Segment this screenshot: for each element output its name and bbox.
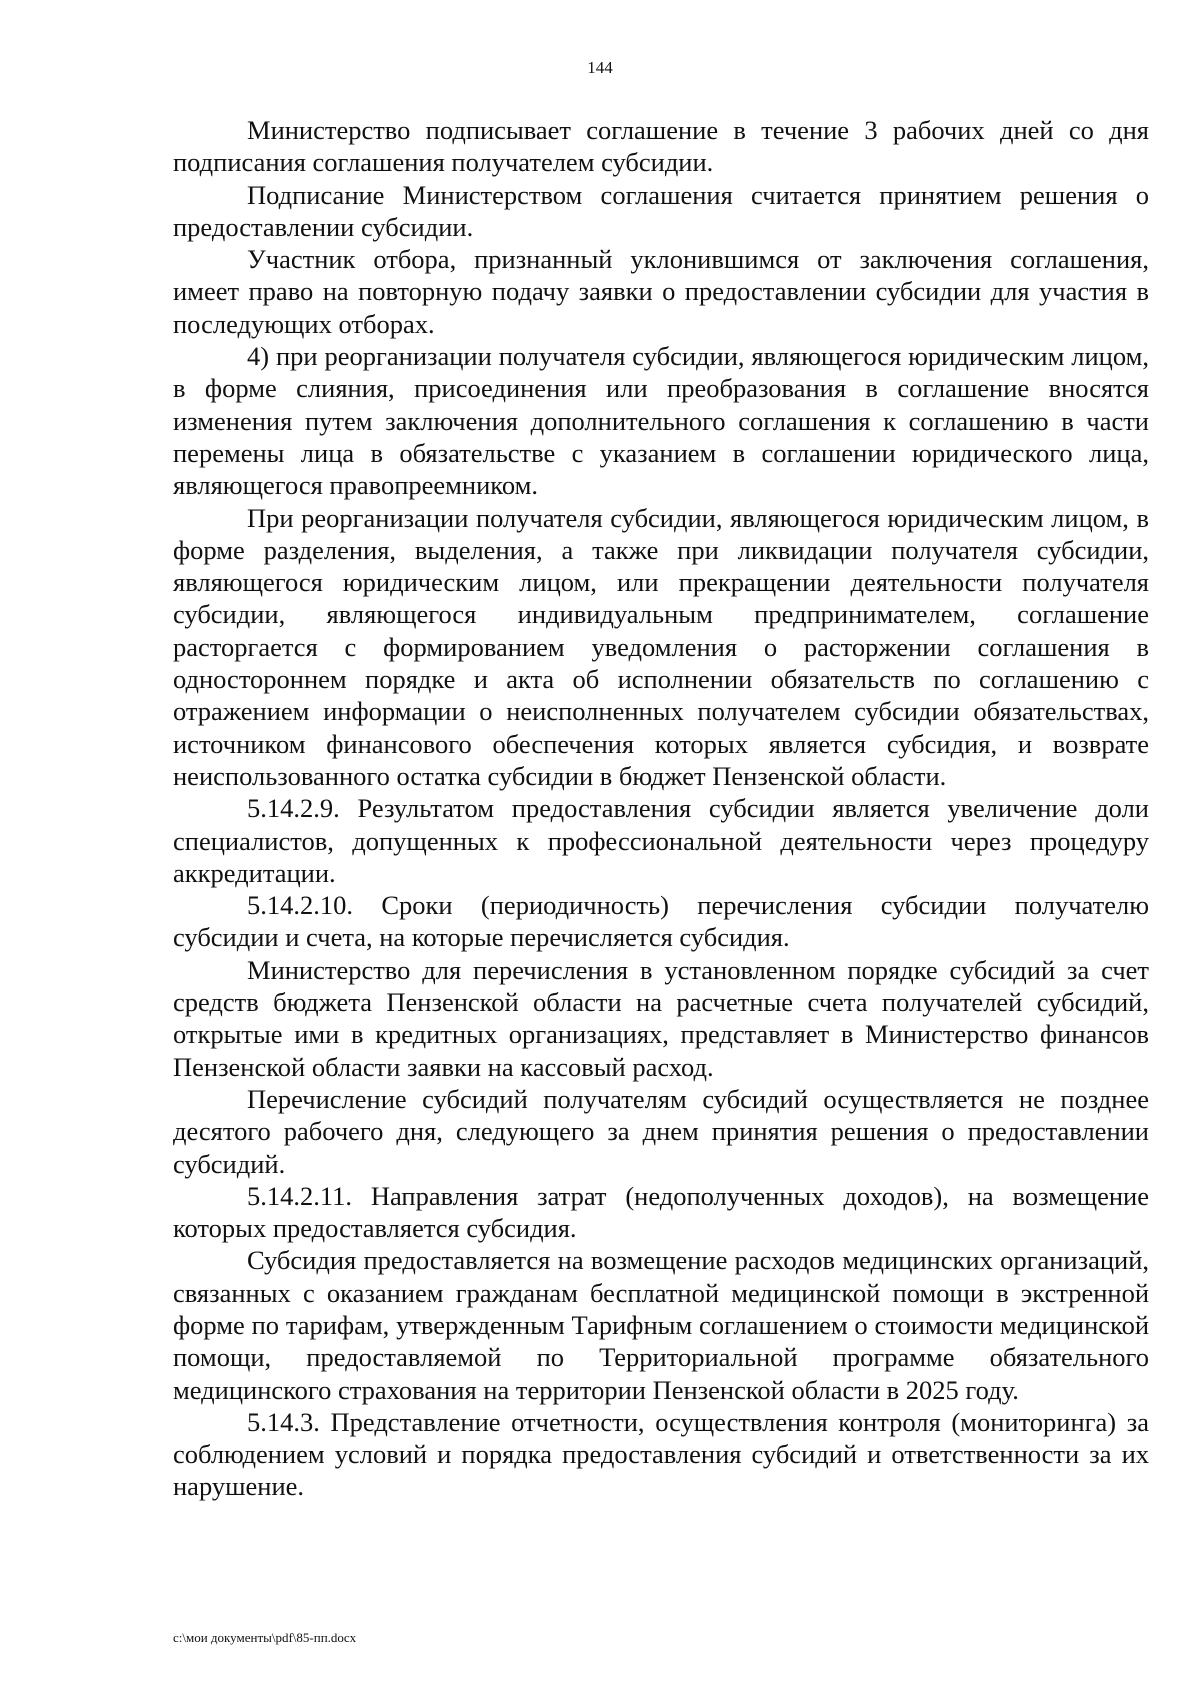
paragraph: 5.14.2.11. Направления затрат (недополученных доходов), на возмещение которых предоставляется субсидия.: [173, 1180, 1149, 1244]
paragraph: Перечисление субсидий получателям субсидий осуществляется не позднее десятого рабочего дня, следующего за днем принятия решения о предоставлении субсидий.: [173, 1083, 1149, 1179]
page-number: 144: [587, 58, 613, 77]
paragraph: Участник отбора, признанный уклонившимся от заключения соглашения, имеет право на повторную подачу заявки о предоставлении субсидии для участия в последующих отборах.: [173, 244, 1149, 339]
paragraph: 4) при реорганизации получателя субсидии, являющегося юридическим лицом, в форме слияния, присоединения или преобразования в соглашение вносятся изменения путем заключения дополнительного соглашения к соглашению в части перемены лица в обязательстве с указанием в соглашении юридического лица, являющегося правопреемником.: [173, 341, 1149, 501]
paragraph: 5.14.2.10. Сроки (периодичность) перечисления субсидии получателю субсидии и счета, на которые перечисляется субсидия.: [173, 890, 1149, 953]
document-body: [173, 114, 1149, 1503]
paragraph: 5.14.2.9. Результатом предоставления субсидии является увеличение доли специалистов, допущенных к профессиональной деятельности через процедуру аккредитации.: [173, 793, 1149, 888]
paragraph: Субсидия предоставляется на возмещение расходов медицинских организаций, связанных с оказанием гражданам бесплатной медицинской помощи в экстренной форме по тарифам, утвержденным Тарифным соглашением о стоимости медицинской помощи, предоставляемой по Территориальной программе обязательного медицинского страхования на территории Пензенской области в 2025 году.: [173, 1245, 1149, 1405]
paragraph: 5.14.3. Представление отчетности, осуществления контроля (мониторинга) за соблюдением условий и порядка предоставления субсидий и ответственности за их нарушение.: [173, 1406, 1149, 1502]
paragraph: Подписание Министерством соглашения считается принятием решения о предоставлении субсидии.: [173, 179, 1149, 242]
footer-file-path: c:\мои документы\pdf\85-пп.docx: [173, 1630, 357, 1645]
paragraph: Министерство подписывает соглашение в течение 3 рабочих дней со дня подписания соглашения получателем субсидии.: [173, 115, 1149, 178]
paragraph: При реорганизации получателя субсидии, являющегося юридическим лицом, в форме разделения, выделения, а также при ликвидации получателя субсидии, являющегося юридическим лицом, или прекращении деятельности получателя субсидии, являющегося индивидуальным предпринимателем, соглашение расторгается с формированием уведомления о расторжении соглашения в одностороннем порядке и акта об исполнении обязательств по соглашению с отражением информации о неисполненных получателем субсидии обязательствах, источником финансового обеспечения которых является субсидия, и возврате неиспользованного остатка субсидии в бюджет Пензенской области.: [173, 502, 1149, 791]
paragraph: Министерство для перечисления в установленном порядке субсидий за счет средств бюджета Пензенской области на расчетные счета получателей субсидий, открытые ими в кредитных организациях, представляет в Министерство финансов Пензенской области заявки на кассовый расход.: [173, 954, 1149, 1082]
